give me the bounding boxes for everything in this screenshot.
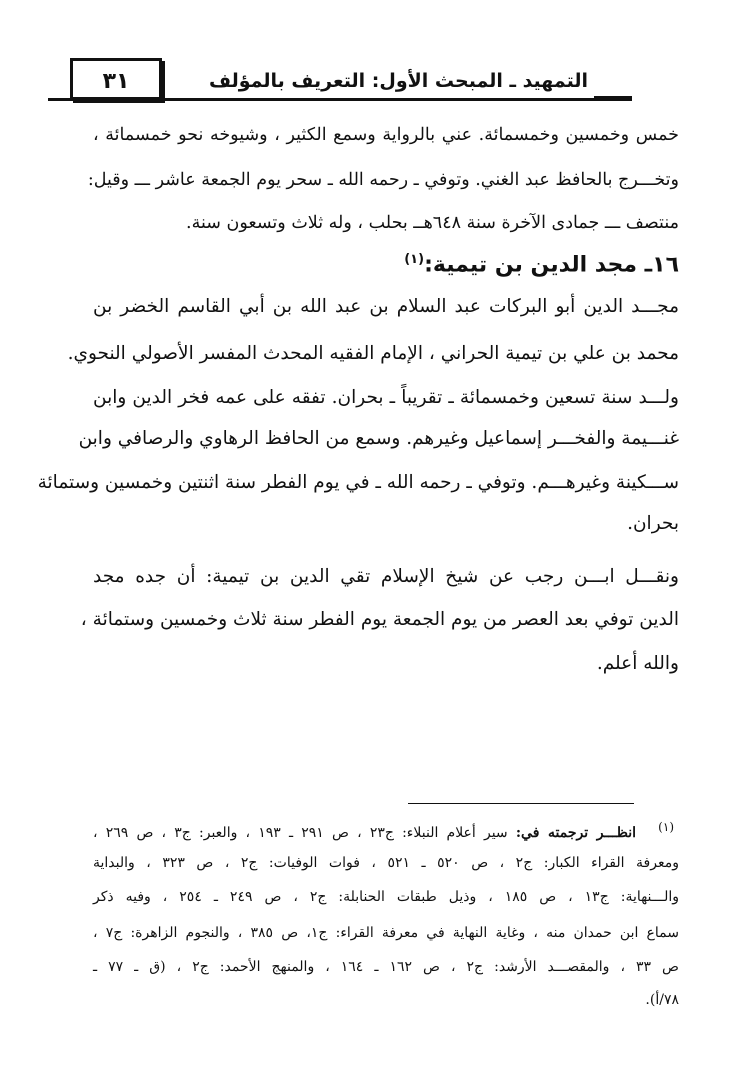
- text-line: غنـــيمة والفخـــر إسماعيل وغيرهم. وسمع من الحافظ الرهاوي والرصافي وابن: [78, 428, 679, 449]
- footnote-line: ٧٨/أ).: [645, 992, 679, 1008]
- text-line: محمد بن علي بن تيمية الحراني ، الإمام الفقيه المحدث المفسر الأصولي النحوي.: [67, 343, 679, 364]
- text-line: ســـكينة وغيرهـــم. وتوفي ـ رحمه الله ـ في يوم الفطر سنة اثنتين وخمسين وستمائة: [37, 472, 679, 493]
- footnote-line: [93, 826, 636, 840]
- footnote-line: سماع ابن حمدان منه ، وغاية النهاية في معرفة القراء: ج١، ص ٣٨٥ ، والنجوم الزاهرة: ج٧ ،: [93, 925, 679, 941]
- text-line: ولـــد سنة تسعين وخمسمائة ـ تقريباً ـ بحران. تفقه على عمه فخر الدين وابن: [93, 387, 679, 408]
- header-dash: [594, 96, 632, 99]
- footnote-separator: [408, 803, 634, 804]
- text-line: الدين توفي بعد العصر من يوم الجمعة يوم الفطر سنة ثلاث وخمسين وستمائة ،: [80, 609, 679, 630]
- footnote-marker: (١): [658, 820, 674, 834]
- footnote-line: والـــنهاية: ج١٣ ، ص ١٨٥ ، وذيل طبقات الحنابلة: ج٢ ، ص ٢٤٩ ـ ٢٥٤ ، وفيه ذكر: [93, 889, 680, 905]
- text-line: وتخـــرج بالحافظ عبد الغني. وتوفي ـ رحمه الله ـ سحر يوم الجمعة عاشر ـــ وقيل:: [87, 170, 679, 190]
- footnote-label: انظـــر ترجمته في:: [515, 825, 636, 841]
- footnote-line: ص ٣٣ ، والمقصـــد الأرشد: ج٢ ، ص ١٦٢ ـ ١٦٤ ، والمنهج الأحمد: ج٢ ، (ق ـ ٧٧ ـ: [93, 959, 679, 975]
- text-line: ونقـــل ابـــن رجب عن شيخ الإسلام تقي الدين بن تيمية: أن جده مجد: [93, 566, 679, 587]
- page-header: [48, 58, 632, 104]
- text-line: مجـــد الدين أبو البركات عبد السلام بن عبد الله بن أبي القاسم الخضر بن: [93, 296, 679, 317]
- running-head: التمهيد ـ المبحث الأول: التعريف بالمؤلف: [203, 70, 594, 92]
- text-line: خمس وخمسين وخمسمائة. عني بالرواية وسمع الكثير ، وشيوخه نحو خمسمائة ،: [93, 125, 679, 145]
- section-heading: [404, 252, 679, 277]
- text-line: بحران.: [627, 513, 679, 534]
- section-heading-text: ١٦ـ مجد الدين بن تيمية:: [424, 252, 679, 278]
- page-number: ٣١: [70, 58, 162, 100]
- footnote-reference: (١): [404, 252, 425, 267]
- text-line: والله أعلم.: [596, 653, 679, 674]
- footnote-line: ومعرفة القراء الكبار: ج٢ ، ص ٥٢٠ ـ ٥٢١ ، فوات الوفيات: ج٢ ، ص ٣٢٣ ، والبداية: [93, 855, 679, 871]
- footnote-text: سير أعلام النبلاء: ج٢٣ ، ص ٢٩١ ـ ١٩٣ ، والعبر: ج٣ ، ص ٢٦٩ ،: [93, 825, 508, 841]
- text-line: منتصف ـــ جمادى الآخرة سنة ٦٤٨هــ بحلب ، وله ثلاث وتسعون سنة.: [186, 213, 679, 233]
